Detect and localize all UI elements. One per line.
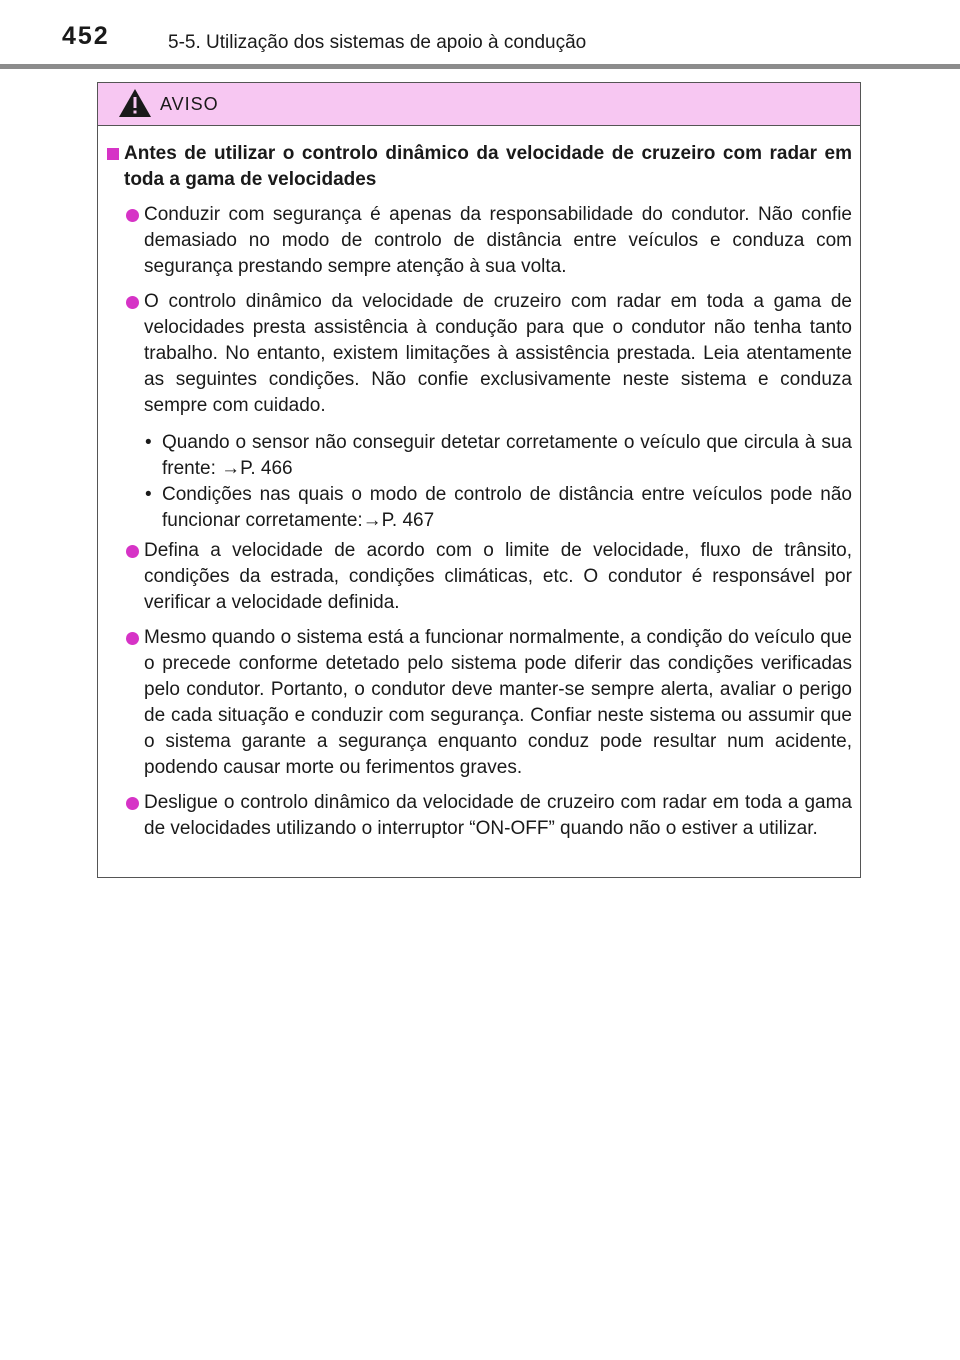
section-title: 5-5. Utilização dos sistemas de apoio à condução	[168, 32, 587, 53]
circle-bullet-icon	[126, 209, 139, 222]
warning-body	[98, 126, 860, 842]
warning-header	[98, 83, 860, 126]
sub-list-item	[98, 430, 852, 482]
sub-list-item-text: Condições nas quais o modo de controlo de distância entre veículos pode não funcionar corretamente:→P. 467	[162, 484, 852, 531]
circle-bullet-icon	[126, 296, 139, 309]
list-item	[98, 289, 852, 419]
sub-bullet: •	[145, 484, 152, 505]
list-item-text: Defina a velocidade de acordo com o limite de velocidade, fluxo de trânsito, condições da estrada, condições climáticas, etc. O condutor é responsável por verificar a velocidade definida.	[144, 540, 852, 613]
sub-list	[98, 430, 852, 534]
list-item-text: O controlo dinâmico da velocidade de cruzeiro com radar em toda a gama de velocidades presta assistência à condução para que o condutor não tenha tanto trabalho. No entanto, existem limitações à assistência prestada. Leia atentamente as seguintes condições. Não confie exclusivamente neste sistema e conduza sempre com cuidado.	[144, 291, 852, 416]
list-item	[98, 202, 852, 280]
sub-list-item-text: Quando o sensor não conseguir detetar corretamente o veículo que circula à sua frente: →P. 466	[162, 432, 852, 479]
page-header	[0, 0, 960, 70]
warning-triangle-icon	[118, 88, 152, 118]
page-number: 452	[62, 22, 110, 50]
sub-list-item	[98, 482, 852, 534]
warning-heading-text: Antes de utilizar o controlo dinâmico da velocidade de cruzeiro com radar em toda a gama de velocidades	[124, 143, 852, 190]
list-item	[98, 538, 852, 616]
list-item-text: Mesmo quando o sistema está a funcionar normalmente, a condição do veículo que o precede conforme detetado pelo sistema pode diferir das condições verificadas pelo condutor. Portanto, o condutor deve manter-se sempre alerta, avaliar o perigo de cada situação e conduzir com segurança. Confiar neste sistema ou assumir que o sistema garante a segurança enquanto conduz pode resultar num acidente, podendo causar morte ou ferimentos graves.	[144, 627, 852, 778]
list-item-text: Desligue o controlo dinâmico da velocidade de cruzeiro com radar em toda a gama de velocidades utilizando o interruptor “ON-OFF” quando não o estiver a utilizar.	[144, 792, 852, 839]
circle-bullet-icon	[126, 545, 139, 558]
circle-bullet-icon	[126, 632, 139, 645]
square-bullet-icon	[107, 148, 119, 160]
sub-bullet: •	[145, 432, 152, 453]
warning-box	[97, 82, 861, 878]
list-item	[98, 625, 852, 781]
list-item	[98, 790, 852, 842]
warning-label: AVISO	[160, 94, 219, 114]
circle-bullet-icon	[126, 797, 139, 810]
warning-heading	[98, 141, 852, 193]
header-divider	[0, 64, 960, 69]
list-item-text: Conduzir com segurança é apenas da responsabilidade do condutor. Não confie demasiado no modo de controlo de distância entre veículos e conduza com segurança prestando sempre atenção à sua volta.	[144, 204, 852, 277]
